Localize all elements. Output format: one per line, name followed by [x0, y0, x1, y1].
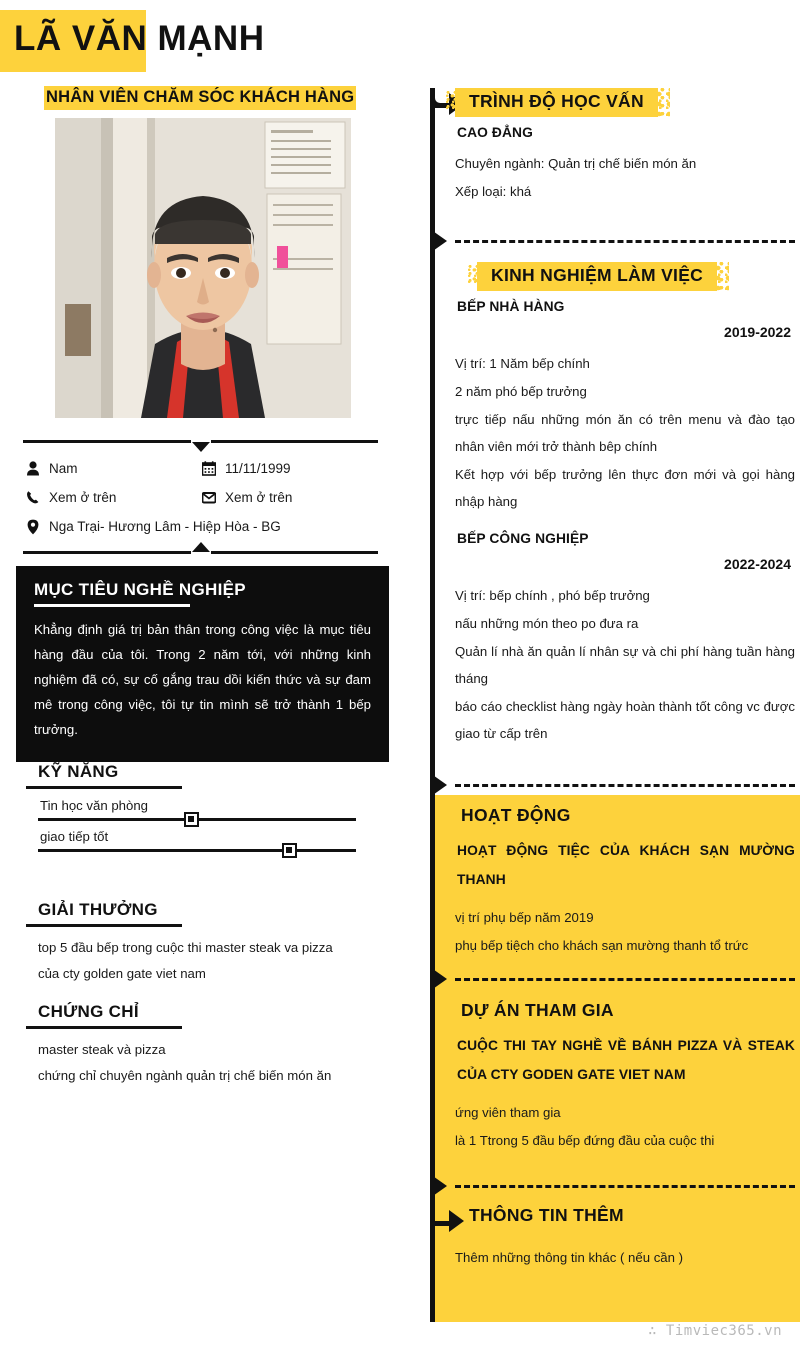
job-role: BẾP NHÀ HÀNG [457, 299, 565, 314]
additional-info-line: Thêm những thông tin khác ( nếu cần ) [455, 1250, 684, 1265]
job-line: Kết hợp với bếp trưởng lên thực đơn mới và gọi hàng nhập hàng [455, 467, 795, 509]
divider-dashed [455, 1185, 795, 1188]
contact-top-rule [23, 440, 378, 443]
experience-title-badge [477, 262, 717, 291]
contact-bottom-rule [23, 551, 378, 554]
activity-line: phụ bếp tiệch cho khách sạn mường thanh tổ trức [455, 938, 749, 953]
skill-item [38, 829, 383, 852]
education-body [455, 150, 795, 205]
timeline-marker [430, 773, 447, 797]
job-body [455, 350, 795, 515]
avatar [55, 118, 351, 418]
contact-phone[interactable] [23, 490, 199, 505]
education-degree: CAO ĐẲNG [457, 125, 533, 140]
triangle-up-icon [192, 542, 210, 552]
gender-value: Nam [49, 461, 78, 476]
projects-section [455, 1000, 795, 1155]
awards-title: GIẢI THƯỞNG [38, 900, 158, 919]
job-line: nấu những món theo po đưa ra [455, 616, 639, 631]
contact-block [23, 440, 378, 554]
experience-job [455, 299, 795, 515]
timeline-marker [430, 229, 447, 253]
certificate-line: chứng chỉ chuyên ngành quản trị chế biến món ăn [38, 1068, 332, 1083]
award-line: của cty golden gate viet nam [38, 966, 206, 981]
skill-slider-handle[interactable] [184, 812, 199, 827]
contact-row [23, 454, 378, 483]
activities-section [455, 805, 795, 960]
projects-body [455, 1099, 795, 1154]
project-line: ứng viên tham gia [455, 1105, 561, 1120]
job-period: 2022-2024 [724, 556, 791, 572]
contact-row [23, 512, 378, 541]
education-line: Xếp loại: khá [455, 184, 532, 199]
skill-item [38, 798, 383, 821]
phone-icon [23, 490, 49, 505]
location-pin-icon [23, 519, 49, 535]
contact-rows [23, 443, 378, 551]
timeline-bar [430, 88, 435, 1322]
skill-slider-handle[interactable] [282, 843, 297, 858]
education-line: Chuyên ngành: Quản trị chế biến món ăn [455, 156, 697, 171]
timeline-marker [430, 967, 447, 991]
activity-line: vị trí phụ bếp năm 2019 [455, 910, 594, 925]
additional-info-body [455, 1244, 795, 1271]
contact-email[interactable] [199, 490, 375, 505]
award-line: top 5 đầu bếp trong cuộc thi master steak va pizza [38, 940, 333, 955]
education-title-badge [455, 88, 658, 117]
certificates-body [38, 1029, 383, 1088]
phone-value: Xem ở trên [49, 490, 117, 505]
envelope-icon [199, 490, 225, 505]
triangle-down-icon [192, 442, 210, 452]
calendar-icon [199, 461, 225, 476]
contact-row [23, 483, 378, 512]
education-title: TRÌNH ĐỘ HỌC VẤN [469, 91, 644, 111]
portrait-illustration [55, 118, 351, 418]
job-title: NHÂN VIÊN CHĂM SÓC KHÁCH HÀNG [44, 86, 356, 110]
divider-dashed [455, 978, 795, 981]
job-line: Vị trí: 1 Năm bếp chính [455, 356, 590, 371]
additional-info-title: THÔNG TIN THÊM [469, 1205, 624, 1225]
additional-info-section [455, 1205, 795, 1272]
contact-gender [23, 461, 199, 476]
right-column [410, 0, 800, 1347]
skills-list [38, 789, 383, 852]
skill-label: giao tiếp tốt [40, 829, 109, 844]
skill-slider[interactable] [38, 818, 356, 821]
experience-section [455, 262, 795, 748]
projects-title: DỰ ÁN THAM GIA [461, 1000, 614, 1020]
candidate-name: LÃ VĂN MẠNH [14, 19, 265, 58]
activities-body [455, 904, 795, 959]
career-objective-text: Khẳng định giá trị bản thân trong công việc là mục tiêu hàng đầu của tôi. Trong 2 năm tới, với những kinh nghiệm đã có, sự cố gắng trau dồi kiến thức và sự đam mê trong công việc, tôi tự tin mình sẽ trở thành 1 bếp trưởng. [34, 622, 371, 737]
projects-subtitle: CUỘC THI TAY NGHỀ VỀ BÁNH PIZZA VÀ STEAK CỦA CTY GODEN GATE VIET NAM [457, 1038, 795, 1082]
certificate-line: master steak và pizza [38, 1042, 166, 1057]
activities-title: HOẠT ĐỘNG [461, 805, 571, 825]
awards-section [38, 900, 383, 988]
project-line: là 1 Ttrong 5 đầu bếp đứng đầu của cuộc thi [455, 1133, 715, 1148]
job-period: 2019-2022 [724, 324, 791, 340]
title-underline [34, 604, 190, 607]
job-role: BẾP CÔNG NGHIỆP [457, 531, 589, 546]
dob-value: 11/11/1999 [225, 461, 291, 476]
contact-dob [199, 461, 375, 476]
career-objective-title: MỤC TIÊU NGHỀ NGHIỆP [34, 580, 246, 599]
contact-address [23, 519, 375, 535]
skills-section [38, 762, 383, 860]
experience-title: KINH NGHIỆM LÀM VIỆC [491, 265, 704, 285]
person-icon [23, 461, 49, 476]
divider-dashed [455, 240, 795, 243]
activities-subtitle: HOẠT ĐỘNG TIỆC CỦA KHÁCH SẠN MƯỜNG THANH [457, 843, 795, 887]
job-line: 2 năm phó bếp trưởng [455, 384, 587, 399]
timeline-marker [430, 1174, 447, 1198]
email-value: Xem ở trên [225, 490, 293, 505]
job-body [455, 582, 795, 747]
certificates-title: CHỨNG CHỈ [38, 1002, 139, 1021]
address-value: Nga Trại- Hương Lâm - Hiệp Hòa - BG [49, 519, 281, 534]
certificates-section [38, 1002, 383, 1090]
divider-dashed [455, 784, 795, 787]
awards-body [38, 927, 383, 986]
experience-job [455, 531, 795, 747]
career-objective-card [16, 566, 389, 762]
education-section [455, 88, 795, 206]
skill-slider[interactable] [38, 849, 356, 852]
job-line: Vị trí: bếp chính , phó bếp trưởng [455, 588, 650, 603]
job-line: trực tiếp nấu những món ăn có trên menu và đào tạo nhân viên mới trở thành bêp chính [455, 412, 795, 454]
job-line: báo cáo checklist hàng ngày hoàn thành tốt công vc được giao từ cấp trên [455, 699, 795, 741]
site-watermark: ∴ Timviec365.vn [648, 1323, 782, 1339]
job-line: Quản lí nhà ăn quản lí nhân sự và chi phí hàng tuần hàng tháng [455, 644, 795, 686]
skill-label: Tin học văn phòng [40, 798, 149, 813]
skills-title: KỸ NĂNG [38, 762, 119, 781]
